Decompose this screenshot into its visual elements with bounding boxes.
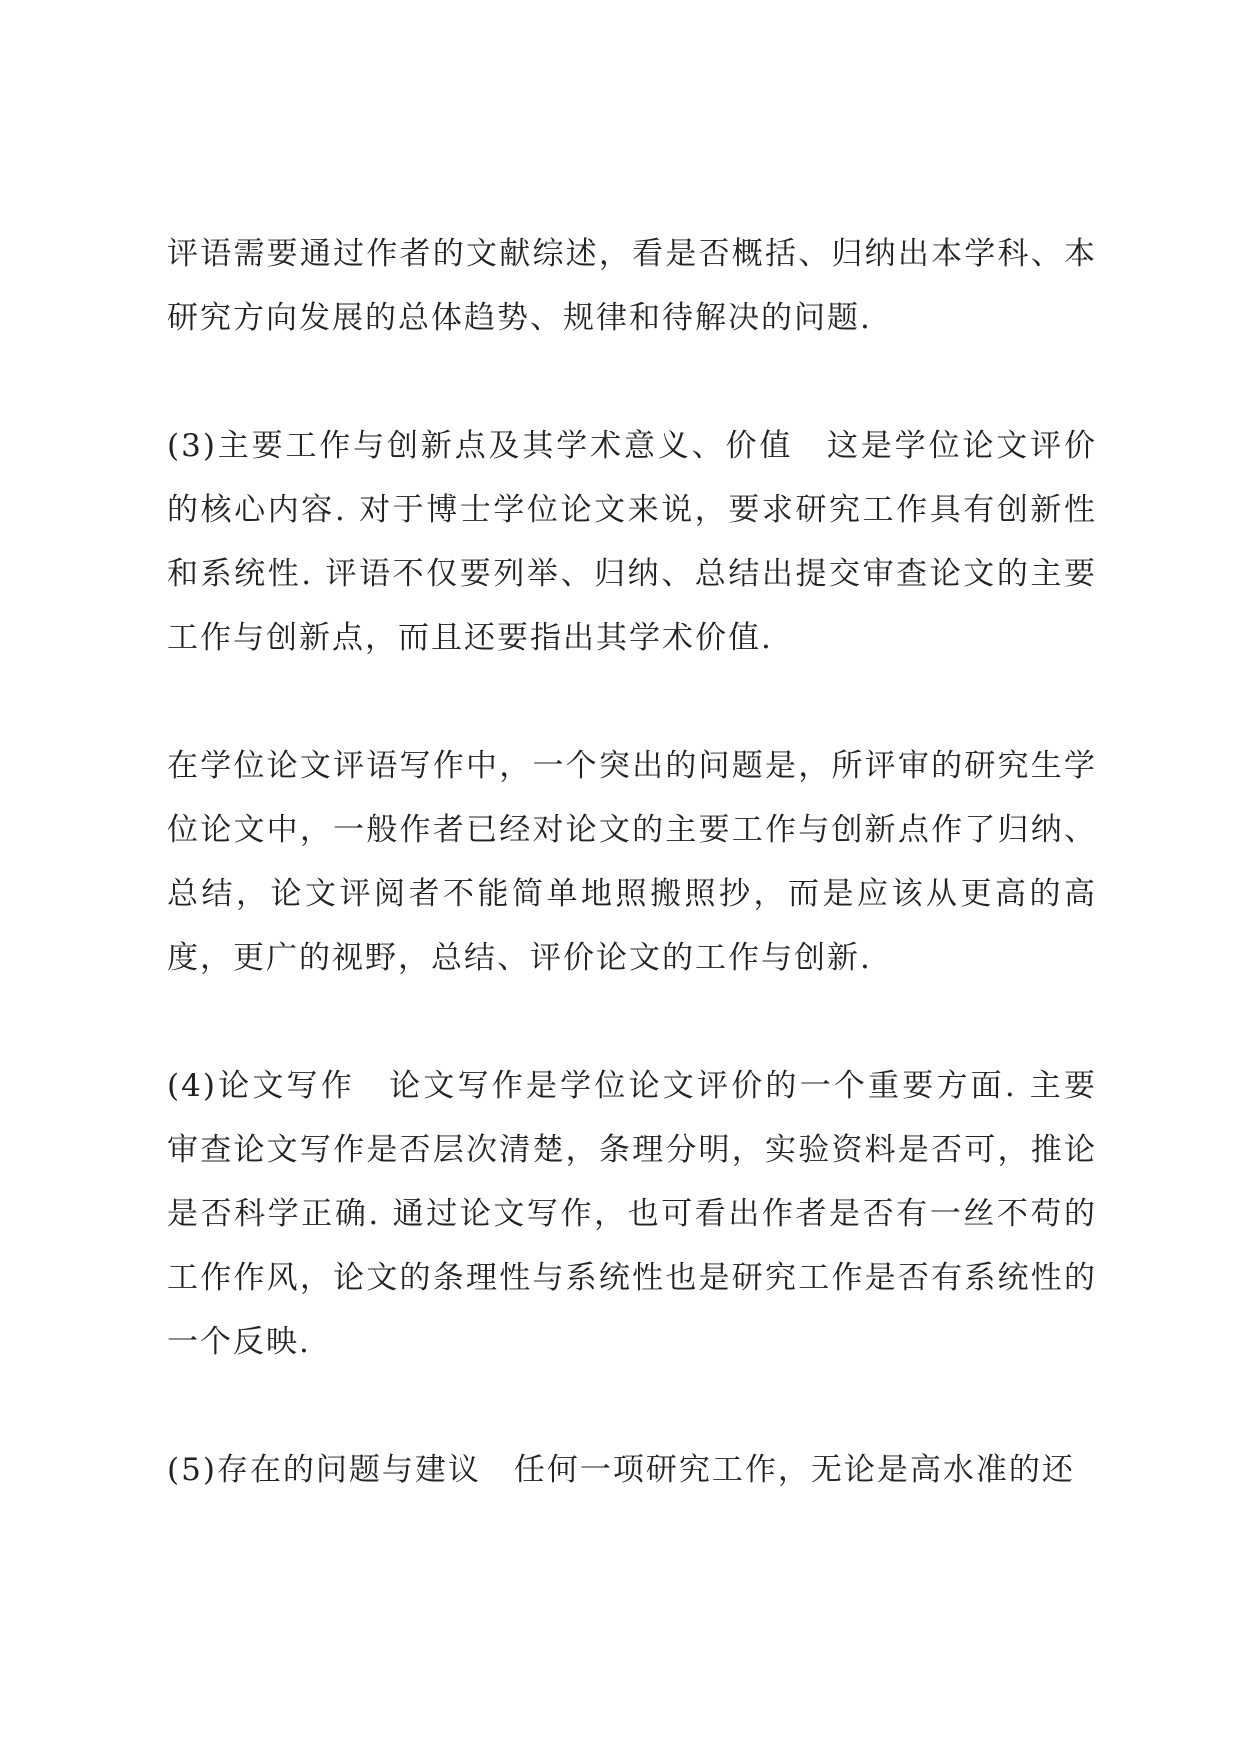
document-body — [167, 222, 1097, 1502]
paragraph-problems-suggestions: (5)存在的问题与建议 任何一项研究工作，无论是高水准的还 — [167, 1452, 1075, 1488]
paragraph-literature-review: 评语需要通过作者的文献综述，看是否概括、归纳出本学科、本研究方向发展的总体趋势、规律和待解决的问题. — [167, 236, 1097, 336]
paragraph-main-work-innovation: (3)主要工作与创新点及其学术意义、价值 这是学位论文评价的核心内容. 对于博士学位论文来说，要求研究工作具有创新性和系统性. 评语不仅要列举、归纳、总结出提交审查论文的主要工作与创新点，而且还要指出其学术价值. — [167, 428, 1097, 656]
paragraph-review-writing-issue: 在学位论文评语写作中，一个突出的问题是，所评审的研究生学位论文中，一般作者已经对论文的主要工作与创新点作了归纳、总结，论文评阅者不能简单地照搬照抄，而是应该从更高的高度，更广的视野，总结、评价论文的工作与创新. — [167, 748, 1097, 976]
paragraph-thesis-writing: (4)论文写作 论文写作是学位论文评价的一个重要方面. 主要审查论文写作是否层次清楚，条理分明，实验资料是否可，推论是否科学正确. 通过论文写作，也可看出作者是否有一丝不苟的工作作风，论文的条理性与系统性也是研究工作是否有系统性的一个反映. — [167, 1068, 1097, 1360]
